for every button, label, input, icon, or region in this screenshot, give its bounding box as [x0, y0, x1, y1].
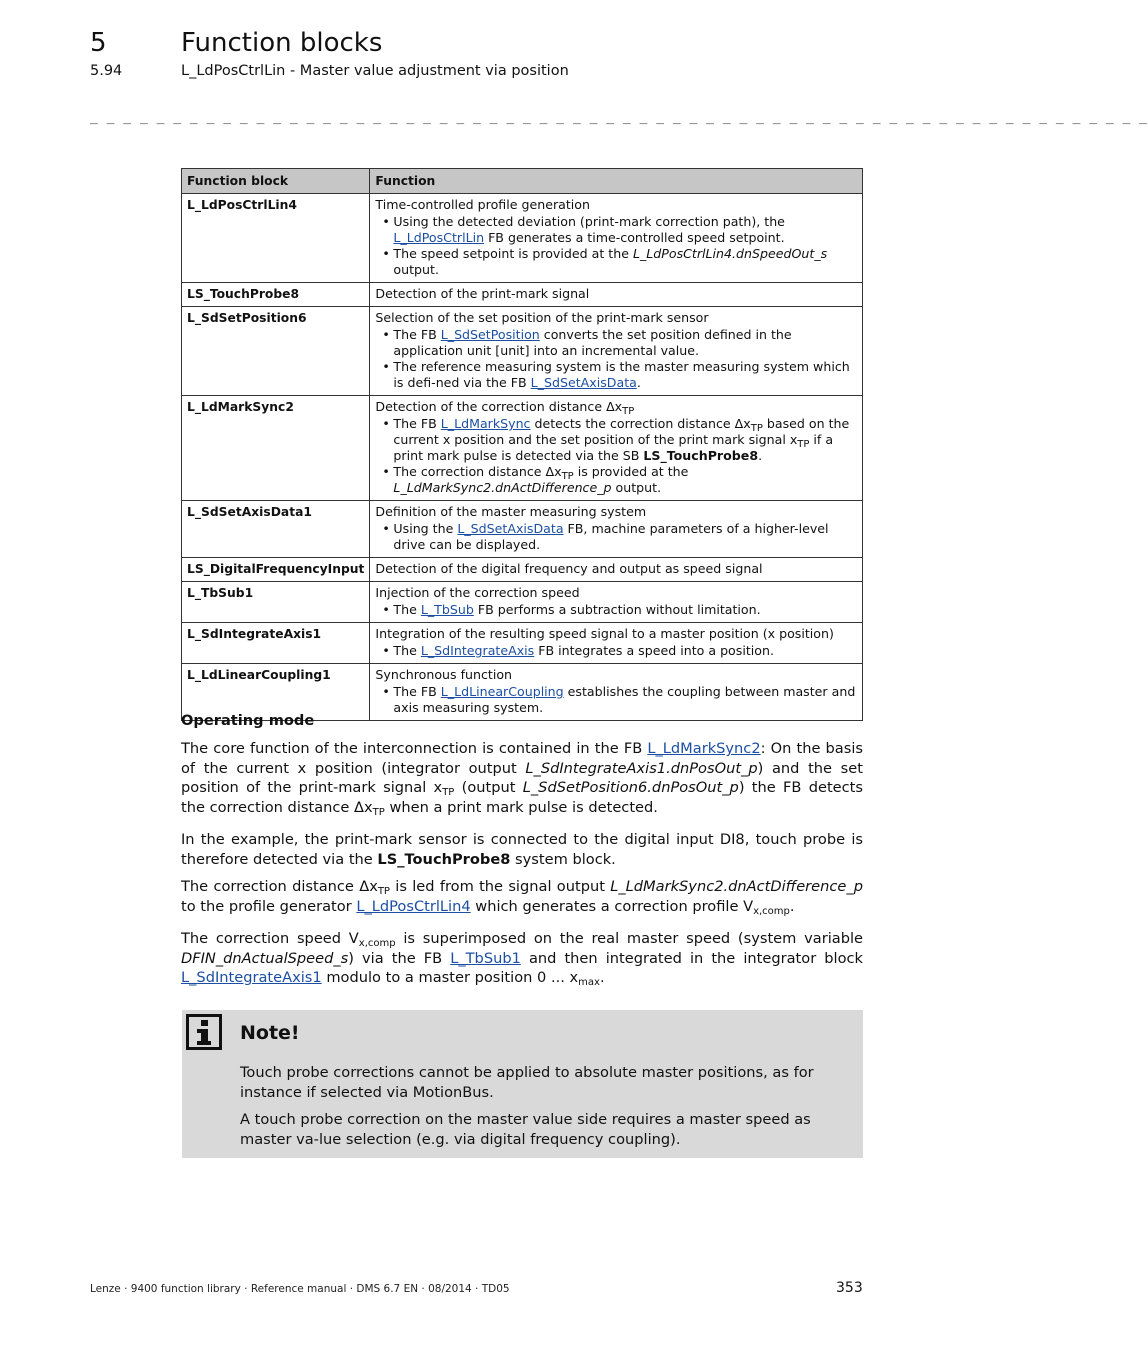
function-block-table	[181, 168, 863, 721]
link-l-ldmarksync[interactable]: L_LdMarkSync	[440, 416, 531, 431]
bullet: • The reference measuring system is the master measuring system which is defi-ned via the FB L_SdSetAxisData.	[393, 359, 857, 391]
table-row	[182, 558, 863, 582]
page-number: 353	[836, 1280, 863, 1296]
fb-function: Selection of the set position of the print-mark sensor • The FB L_SdSetPosition converts the set position defined in the application unit [unit] into an incremental value. • The reference measuring system is the master measuring system which is defi-ned via the FB L_SdSetAxisData.	[370, 307, 863, 396]
link-l-sdsetaxisdata[interactable]: L_SdSetAxisData	[530, 375, 637, 390]
table-row	[182, 283, 863, 307]
section-number: 5.94	[90, 63, 123, 79]
link-l-ldposctrllin4[interactable]: L_LdPosCtrlLin4	[356, 897, 471, 915]
fb-name: LS_DigitalFrequencyInput	[182, 558, 370, 582]
fb-function: Detection of the print-mark signal	[370, 283, 863, 307]
table-row	[182, 623, 863, 664]
bullet: • The L_TbSub FB performs a subtraction without limitation.	[393, 602, 857, 618]
fb-function: Detection of the correction distance $\Delta x_{TP}$ • The FB L_LdMarkSync detects the correction distance $\Delta x_{TP}$ based on the current x position and the set position of the print mark signal $x_{TP}$ if a print mark pulse is detected via the SB LS_TouchProbe8. • The correction distance $\Delta x_{TP}$ is provided at the L_LdMarkSync2.dnActDifference_p output.	[370, 396, 863, 501]
note-box	[182, 1010, 863, 1158]
bullet: • The FB L_SdSetPosition converts the set position defined in the application unit [unit] into an incremental value.	[393, 327, 857, 359]
fb-function: Injection of the correction speed • The L_TbSub FB performs a subtraction without limitation.	[370, 582, 863, 623]
note-title: Note!	[240, 1022, 300, 1044]
link-l-sdintegrateaxis1[interactable]: L_SdIntegrateAxis1	[181, 969, 322, 986]
header-divider: _ _ _ _ _ _ _ _ _ _ _ _ _ _ _ _ _ _ _ _ _ _ _ _ _ _ _ _ _ _ _ _ _ _ _ _ _ _ _ _ _ _ _ _ _ _ _ _ _ _ _ _ _ _ _ _ _ _ _ _ _ _ _ _	[90, 110, 1148, 125]
bullet: • The FB L_LdMarkSync detects the correction distance $\Delta x_{TP}$ based on the current x position and the set position of the print mark signal $x_{TP}$ if a print mark pulse is detected via the SB LS_TouchProbe8.	[393, 416, 857, 464]
link-l-tbsub[interactable]: L_TbSub	[420, 602, 474, 617]
paragraph-correction-distance: The correction distance $\Delta x_{TP}$ is led from the signal output L_LdMarkSync2.dnActDifference_p to the profile generator L_LdPosCtrlLin4 which generates a correction profile $V_{x,comp}$.	[181, 878, 863, 917]
info-icon	[186, 1014, 222, 1050]
fb-function: Integration of the resulting speed signal to a master position (x position) • The L_SdIntegrateAxis FB integrates a speed into a position.	[370, 623, 863, 664]
fb-name: L_LdMarkSync2	[182, 396, 370, 501]
bullet: • The correction distance $\Delta x_{TP}$ is provided at the L_LdMarkSync2.dnActDifference_p output.	[393, 464, 857, 496]
fb-function: Synchronous function • The FB L_LdLinearCoupling establishes the coupling between master and axis measuring system.	[370, 664, 863, 721]
bullet: • The speed setpoint is provided at the L_LdPosCtrlLin4.dnSpeedOut_s output.	[393, 246, 857, 278]
fb-desc: Time-controlled profile generation	[375, 197, 590, 212]
fb-name: LS_TouchProbe8	[182, 283, 370, 307]
fb-name: L_LdPosCtrlLin4	[182, 194, 370, 283]
link-l-ldposctrllin[interactable]: L_LdPosCtrlLin	[393, 230, 485, 245]
paragraph-touch-probe: In the example, the print-mark sensor is connected to the digital input DI8, touch probe is therefore detected via the LS_TouchProbe8 system block.	[181, 831, 863, 868]
table-row	[182, 307, 863, 396]
link-l-ldlinearcoupling[interactable]: L_LdLinearCoupling	[440, 684, 564, 699]
chapter-number: 5	[90, 28, 107, 58]
paragraph-core-function: The core function of the interconnection is contained in the FB L_LdMarkSync2: On the basis of the current x position (integrator output L_SdIntegrateAxis1.dnPosOut_p) and the set position of the print-mark signal $x_{TP}$ (output L_SdSetPosition6.dnPosOut_p) the FB detects the correction distance $\Delta x_{TP}$ when a print mark pulse is detected.	[181, 740, 863, 818]
table-row	[182, 582, 863, 623]
fb-function	[370, 194, 863, 283]
table-row	[182, 396, 863, 501]
link-l-ldmarksync2[interactable]: L_LdMarkSync2	[647, 740, 761, 757]
bullet: • Using the L_SdSetAxisData FB, machine parameters of a higher-level drive can be displayed.	[393, 521, 857, 553]
bullet: • The L_SdIntegrateAxis FB integrates a speed into a position.	[393, 643, 857, 659]
bullet: • The FB L_LdLinearCoupling establishes the coupling between master and axis measuring system.	[393, 684, 857, 716]
link-l-sdsetaxisdata[interactable]: L_SdSetAxisData	[457, 521, 564, 536]
fb-name: L_LdLinearCoupling1	[182, 664, 370, 721]
note-paragraph: A touch probe correction on the master value side requires a master speed as master va-lue selection (e.g. via digital frequency coupling).	[240, 1111, 811, 1148]
link-l-sdsetposition[interactable]: L_SdSetPosition	[440, 327, 540, 342]
fb-function: Detection of the digital frequency and output as speed signal	[370, 558, 863, 582]
table-row	[182, 501, 863, 558]
column-header-function-block: Function block	[182, 169, 370, 194]
note-paragraph: Touch probe corrections cannot be applied to absolute master positions, as for instance if selected via MotionBus.	[240, 1064, 814, 1101]
footer-text: Lenze · 9400 function library · Reference manual · DMS 6.7 EN · 08/2014 · TD05	[90, 1283, 510, 1295]
fb-name: L_TbSub1	[182, 582, 370, 623]
fb-name: L_SdSetPosition6	[182, 307, 370, 396]
fb-name: L_SdIntegrateAxis1	[182, 623, 370, 664]
fb-name: L_SdSetAxisData1	[182, 501, 370, 558]
chapter-title: Function blocks	[181, 28, 383, 58]
table-row	[182, 194, 863, 283]
link-l-tbsub1[interactable]: L_TbSub1	[450, 949, 521, 967]
link-l-sdintegrateaxis[interactable]: L_SdIntegrateAxis	[420, 643, 535, 658]
operating-mode-heading: Operating mode	[181, 712, 315, 729]
fb-function: Definition of the master measuring system • Using the L_SdSetAxisData FB, machine parameters of a higher-level drive can be displayed.	[370, 501, 863, 558]
column-header-function: Function	[370, 169, 863, 194]
table-header-row	[182, 169, 863, 194]
bullet: • Using the detected deviation (print-mark correction path), the L_LdPosCtrlLin FB generates a time-controlled speed setpoint.	[393, 214, 857, 246]
paragraph-correction-speed: The correction speed $V_{x,comp}$ is superimposed on the real master speed (system variable DFIN_dnActualSpeed_s) via the FB L_TbSub1 and then integrated in the integrator block L_SdIntegrateAxis1 modulo to a master position 0 ... $x_{max}$.	[181, 930, 863, 988]
section-title: L_LdPosCtrlLin - Master value adjustment via position	[181, 63, 569, 79]
